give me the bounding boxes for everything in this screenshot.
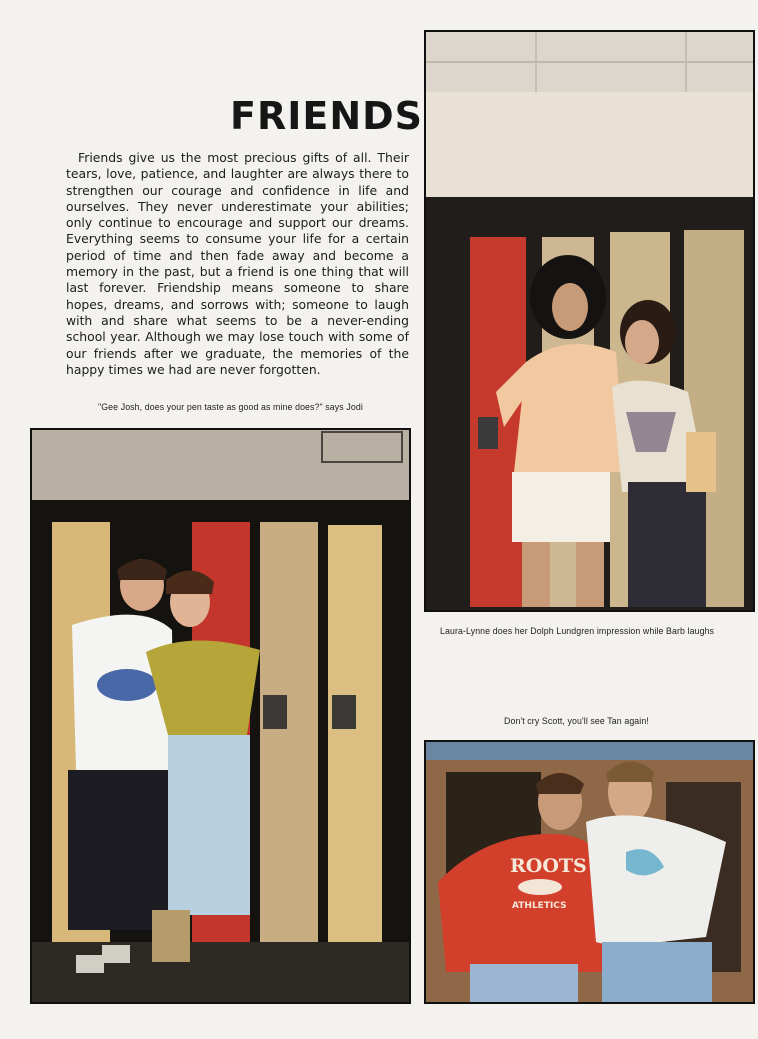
photo-laura-barb-scene — [426, 32, 753, 610]
sweatshirt-brand-text: ROOTS — [510, 855, 587, 877]
sweatshirt-sub-text: ATHLETICS — [512, 901, 567, 911]
photo-scott-scene — [426, 742, 753, 1002]
photo-laura-barb — [424, 30, 755, 612]
photo-josh-jodi-scene — [32, 430, 409, 1002]
caption-scott: Don't cry Scott, you'll see Tan again! — [504, 716, 649, 726]
caption-josh-jodi: "Gee Josh, does your pen taste as good as mine does?" says Jodi — [98, 402, 363, 412]
photo-scott — [424, 740, 755, 1004]
photo-josh-jodi — [30, 428, 411, 1004]
page-title: FRIENDS — [230, 94, 424, 138]
caption-laura-barb: Laura-Lynne does her Dolph Lundgren impression while Barb laughs — [440, 626, 715, 636]
article-body: Friends give us the most precious gifts of all. Their tears, love, patience, and laughter are always there to strengthen our courage and confidence in life and ourselves. They never underestimate your abilities; only continue to encourage and support our dreams. Everything seems to consume your life for a certain period of time and then fade away and become a memory in the past, but a friend is one thing that will last forever. Friendship means someone to share hopes, dreams, and sorrows with; someone to laugh with and share what seems to be a never-ending school year. Although we may lose touch with some of our friends after we graduate, the memories of the happy times we had are never forgotten. — [66, 150, 409, 377]
